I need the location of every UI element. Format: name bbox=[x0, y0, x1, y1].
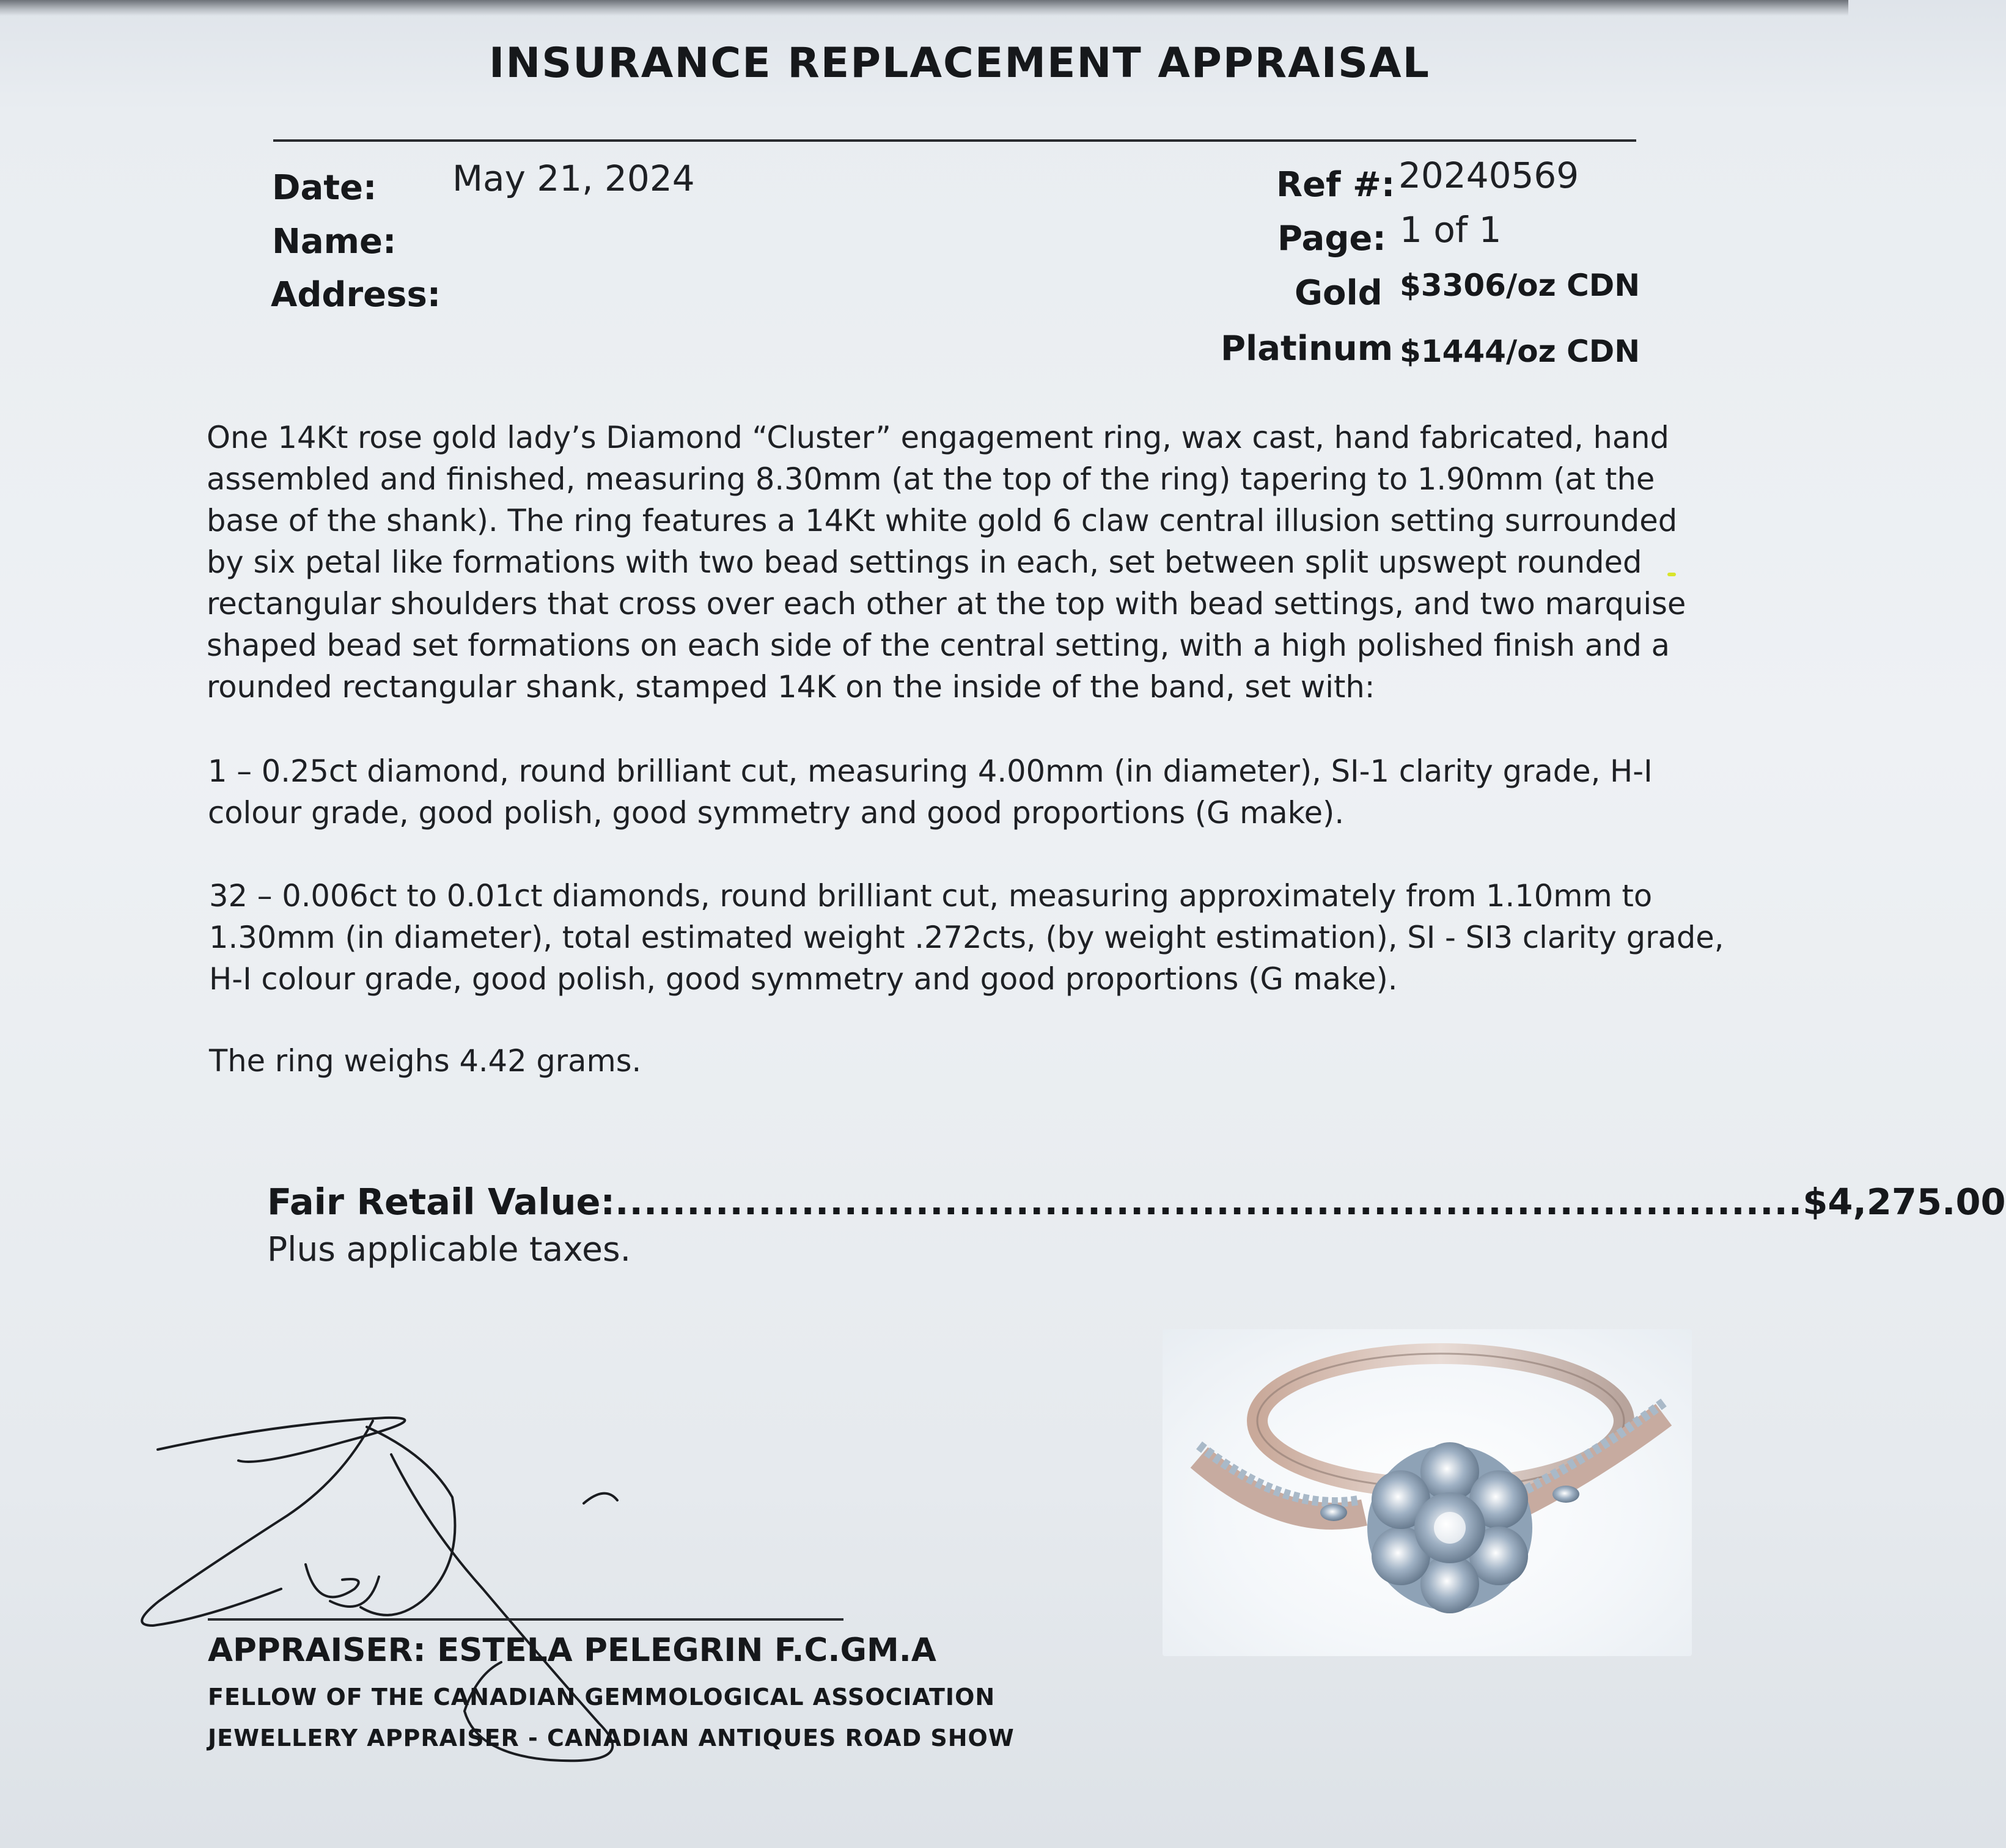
name-label: Name: bbox=[272, 222, 397, 262]
platinum-price: $1444/oz CDN bbox=[1400, 334, 1640, 369]
highlighter-mark bbox=[1667, 573, 1676, 576]
fair-retail-value-row bbox=[267, 1181, 2006, 1223]
page-value: 1 of 1 bbox=[1400, 209, 1502, 251]
appraiser-credential-2: JEWELLERY APPRAISER - CANADIAN ANTIQUES ROAD SHOW bbox=[208, 1725, 1015, 1751]
ref-value: 20240569 bbox=[1398, 155, 1579, 196]
taxes-note: Plus applicable taxes. bbox=[267, 1230, 631, 1269]
retail-label: Fair Retail Value: bbox=[267, 1181, 615, 1223]
signature-line bbox=[208, 1618, 843, 1621]
accent-stones-description: 32 – 0.006ct to 0.01ct diamonds, round brilliant cut, measuring approximately from 1.10mm to 1.30mm (in diameter), total estimated weight .272cts, (by weight estimation), SI - SI3 clarity grade, H-I colour grade, good polish, good symmetry and good proportions (G make). bbox=[209, 878, 1724, 997]
address-label: Address: bbox=[271, 275, 441, 315]
ring-photo bbox=[1163, 1329, 1692, 1656]
platinum-label: Platinum bbox=[1221, 329, 1394, 369]
gold-label: Gold bbox=[1295, 273, 1383, 313]
date-value: May 21, 2024 bbox=[452, 158, 695, 199]
retail-leader-dots: ................................................................................... bbox=[615, 1181, 1803, 1223]
ref-label: Ref #: bbox=[1276, 165, 1395, 205]
appraiser-credential-1: FELLOW OF THE CANADIAN GEMMOLOGICAL ASSOCIATION bbox=[208, 1684, 996, 1711]
ring-weight: The ring weighs 4.42 grams. bbox=[209, 1043, 642, 1079]
appraiser-name: APPRAISER: ESTELA PELEGRIN F.C.GM.A bbox=[208, 1632, 936, 1669]
page-top-shadow bbox=[0, 0, 1848, 16]
header-divider bbox=[273, 139, 1636, 142]
ring-photo-icon bbox=[1163, 1329, 1692, 1656]
document-title: INSURANCE REPLACEMENT APPRAISAL bbox=[489, 39, 1430, 87]
ring-description: One 14Kt rose gold lady’s Diamond “Cluster” engagement ring, wax cast, hand fabricated, hand assembled and finished, measuring 8.30mm (at the top of the ring) tapering to 1.90mm (at the base of the shank). The ring features a 14Kt white gold 6 claw central illusion setting surrounded by six petal like formations with two bead settings in each, set between split upswept rounded rectangular shoulders that cross over each other at the top with bead settings, and two marquise shaped bead set formations on each side of the central setting, with a high polished finish and a rounded rectangular shank, stamped 14K on the inside of the band, set with: bbox=[207, 420, 1686, 705]
page-label: Page: bbox=[1277, 219, 1386, 258]
retail-value: $4,275.00 bbox=[1802, 1181, 2006, 1223]
center-stone-description: 1 – 0.25ct diamond, round brilliant cut, measuring 4.00mm (in diameter), SI-1 clarity grade, H-I colour grade, good polish, good symmetry and good proportions (G make). bbox=[208, 754, 1653, 831]
gold-price: $3306/oz CDN bbox=[1400, 268, 1640, 303]
date-label: Date: bbox=[272, 168, 377, 208]
